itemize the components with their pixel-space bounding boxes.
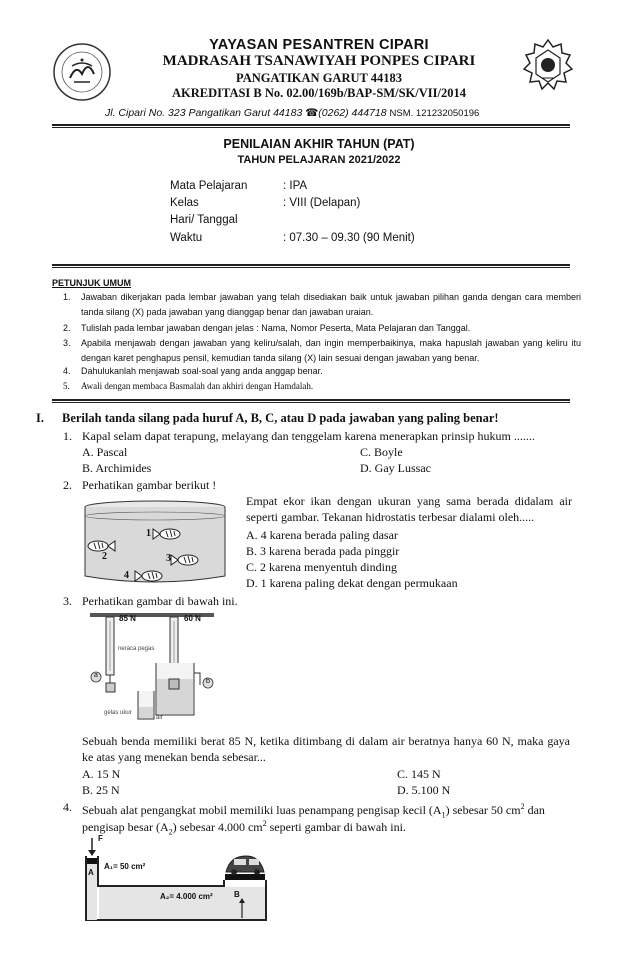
q1-option-c[interactable]: C. Boyle <box>360 445 403 459</box>
q4-line1-part-b: ) sebesar 50 cm <box>445 803 521 817</box>
instruction-number: 4. <box>63 366 71 376</box>
q4-line2-part-c: seperti gambar di bawah ini. <box>266 820 406 834</box>
label-a: a <box>94 672 98 679</box>
exam-year: TAHUN PELAJARAN 2021/2022 <box>237 154 401 166</box>
instructions-heading: PETUNJUK UMUM <box>52 278 132 288</box>
instruction-text: Dahulukanlah menjawab soal-soal yang anda anggap benar. <box>81 366 323 376</box>
instruction-2 <box>63 321 581 336</box>
school-location: PANGATIKAN GARUT 44183 <box>236 71 402 85</box>
fish-label-3: 3 <box>166 553 171 564</box>
q2-option-a[interactable]: A. 4 karena berada paling dasar <box>246 528 398 542</box>
instruction-1 <box>63 290 581 320</box>
fish-label-2: 2 <box>102 551 107 562</box>
info-value-subject: : IPA <box>283 180 308 192</box>
instruction-text: Apabila menjawab dengan jawaban yang keliru/salah, dan ingin memperbaikinya, maka hapuslah jawaban yang keliru itu dengan karet penghapus pensil, kemudian tanda silang (X) lain sesuai dengan jawaban yang benar. <box>81 338 581 363</box>
instruction-5 <box>63 379 581 394</box>
info-label-class: Kelas <box>170 197 199 209</box>
q3-option-a[interactable]: A. 15 N <box>82 767 121 781</box>
q3-number: 3. <box>63 594 72 608</box>
header-divider-thin <box>52 127 570 128</box>
instruction-number: 5. <box>63 381 70 391</box>
hydraulic-lift-figure <box>84 834 270 922</box>
q4-line1-sub: 1 <box>441 810 446 820</box>
label-area-a2: A₂= 4.000 cm² <box>160 892 213 901</box>
q4-line2-part-b: ) sebesar 4.000 cm <box>172 820 263 834</box>
info-divider <box>52 264 570 266</box>
info-label-subject: Mata Pelajaran <box>170 180 248 192</box>
instruction-text: Jawaban dikerjakan pada lembar jawaban yang telah disediakan baik untuk jawaban pilihan ganda dengan cara memberi tanda silang (X) pada jawaban yang dianggap benar dan jawaban uraian. <box>81 292 581 317</box>
q4-line1-part-a: Sebuah alat pengangkat mobil memiliki luas penampang pengisap kecil (A <box>82 803 442 817</box>
exam-title: PENILAIAN AKHIR TAHUN (PAT) <box>223 137 415 151</box>
section-divider <box>52 399 570 401</box>
school-address <box>105 107 479 119</box>
instruction-text: Awali dengan membaca Basmalah dan akhiri dengan Hamdalah. <box>81 381 314 391</box>
school-name: MADRASAH TSANAWIYAH PONPES CIPARI <box>162 53 476 69</box>
q4-line2-sup: 2 <box>262 819 267 828</box>
instruction-number: 3. <box>63 338 71 348</box>
q3-description: Sebuah benda memiliki berat 85 N, ketika ditimbang di dalam air beratnya hanya 60 N, maka gaya ke atas yang menekan benda sebesar... <box>82 734 570 764</box>
section-number: I. <box>36 411 44 425</box>
q2-option-d[interactable]: D. 1 karena paling dekat dengan permukaan <box>246 576 458 590</box>
q2-description: Empat ekor ikan dengan ukuran yang sama berada didalam air seperti gambar. Tekanan hidrostatis terbesar dialami oleh..... <box>246 494 572 524</box>
label-piston-b: B <box>234 890 240 899</box>
q4-line2-part-a: pengisap besar (A <box>82 820 169 834</box>
info-value-class: : VIII (Delapan) <box>283 197 361 209</box>
q1-text: Kapal selam dapat terapung, melayang dan tenggelam karena menerapkan prinsip hukum ....... <box>82 429 535 443</box>
q2-number: 2. <box>63 478 72 492</box>
header-divider <box>52 124 570 126</box>
address-text: Jl. Cipari No. 323 Pangatikan Garut 44183 ☎(0262) 444718 <box>105 107 387 119</box>
section-divider-thin <box>52 402 570 403</box>
foundation-name: YAYASAN PESANTREN CIPARI <box>209 37 429 53</box>
instruction-number: 2. <box>63 323 71 333</box>
instruction-number: 1. <box>63 292 71 302</box>
label-neraca-pegas: neraca pegas <box>118 646 155 652</box>
info-label-time: Waktu <box>170 232 203 244</box>
label-force-f: F <box>98 834 103 843</box>
section-instruction: Berilah tanda silang pada huruf A, B, C, atau D pada jawaban yang paling benar! <box>62 411 499 425</box>
q4-number: 4. <box>63 800 72 814</box>
instruction-4 <box>63 364 581 379</box>
label-air: air <box>156 715 163 721</box>
q3-text: Perhatikan gambar di bawah ini. <box>82 594 238 608</box>
info-divider-thin <box>52 267 570 268</box>
spring-balance-figure <box>86 611 218 723</box>
q4-line1-sup: 2 <box>520 802 525 811</box>
instruction-3 <box>63 336 581 366</box>
q1-option-d[interactable]: D. Gay Lussac <box>360 461 431 475</box>
aquarium-figure <box>80 498 230 584</box>
q2-option-c[interactable]: C. 2 karena menyentuh dinding <box>246 560 397 574</box>
info-label-date: Hari/ Tanggal <box>170 214 238 226</box>
label-b: b <box>206 678 210 685</box>
label-area-a1: A₁= 50 cm² <box>104 862 146 871</box>
label-gelas-ukur: gelas ukur <box>104 710 132 716</box>
q3-option-d[interactable]: D. 5.100 N <box>397 783 451 797</box>
q3-option-b[interactable]: B. 25 N <box>82 783 120 797</box>
q3-option-c[interactable]: C. 145 N <box>397 767 441 781</box>
instruction-text: Tulislah pada lembar jawaban dengan jelas : Nama, Nomor Peserta, Mata Pelajaran dan Tanggal. <box>81 323 471 333</box>
q1-number: 1. <box>63 429 72 443</box>
q1-option-b[interactable]: B. Archimides <box>82 461 152 475</box>
q1-option-a[interactable]: A. Pascal <box>82 445 128 459</box>
label-piston-a: A <box>88 868 94 877</box>
fish-label-1: 1 <box>146 528 151 539</box>
q4-line2-sub: 2 <box>168 827 173 837</box>
info-value-time: : 07.30 – 09.30 (90 Menit) <box>283 232 415 244</box>
q2-option-b[interactable]: B. 3 karena berada pada pinggir <box>246 544 400 558</box>
nsm-number: NSM. 121232050196 <box>389 108 480 119</box>
label-60n: 60 N <box>184 614 201 623</box>
q4-line1-part-c: dan <box>524 803 545 817</box>
accreditation: AKREDITASI B No. 02.00/169b/BAP-SM/SK/VII/2014 <box>172 86 466 100</box>
fish-label-4: 4 <box>124 570 129 581</box>
q2-text: Perhatikan gambar berikut ! <box>82 478 217 492</box>
label-85n: 85 N <box>119 614 136 623</box>
